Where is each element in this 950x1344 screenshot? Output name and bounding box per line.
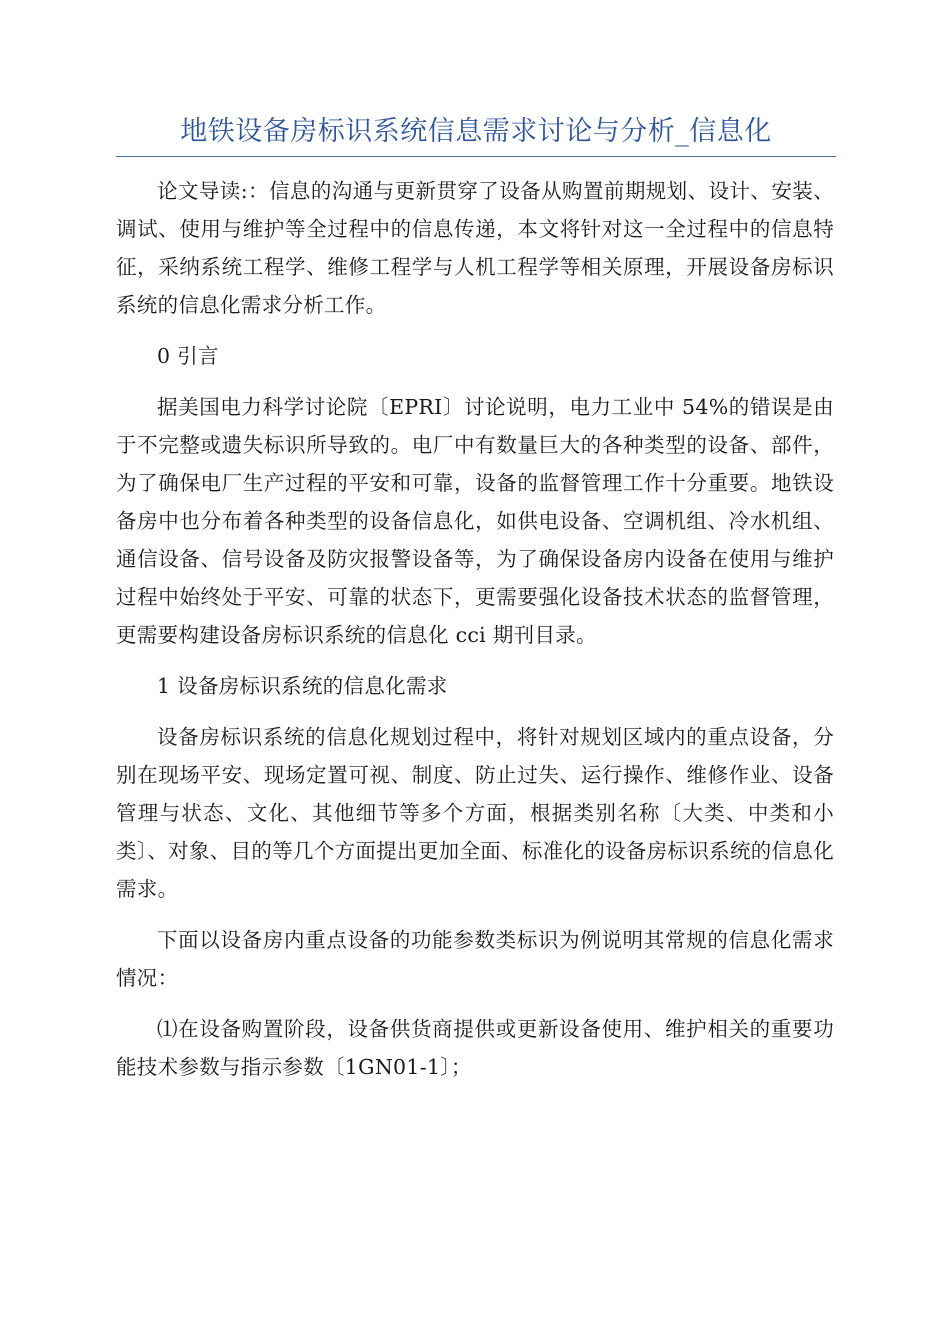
document-body [116,172,834,1099]
example-intro-paragraph: 下面以设备房内重点设备的功能参数类标识为例说明其常规的信息化需求情况： [116,928,834,990]
title-block [116,112,836,157]
intro-paragraph: 据美国电力科学讨论院〔EPRI〕讨论说明，电力工业中 54%的错误是由于不完整或遗失标识所导致的。电厂中有数量巨大的各种类型的设备、部件，为了确保电厂生产过程的平安和可靠，设备的监督管理工作十分重要。地铁设备房中也分布着各种类型的设备信息化，如供电设备、空调机组、冷水机组、通信设备、信号设备及防灾报警设备等，为了确保设备房内设备在使用与维护过程中始终处于平安、可靠的状态下，更需要强化设备技术状态的监督管理，更需要构建设备房标识系统的信息化 cci 期刊目录。 [116,395,834,647]
abstract-paragraph: 论文导读:：信息的沟通与更新贯穿了设备从购置前期规划、设计、安装、调试、使用与维护等全过程中的信息传递，本文将针对这一全过程中的信息特征，采纳系统工程学、维修工程学与人机工程学等相关原理，开展设备房标识系统的信息化需求分析工作。 [116,179,834,317]
section-1-paragraph: 设备房标识系统的信息化规划过程中，将针对规划区域内的重点设备，分别在现场平安、现场定置可视、制度、防止过失、运行操作、维修作业、设备管理与状态、文化、其他细节等多个方面，根据类别名称〔大类、中类和小类〕、对象、目的等几个方面提出更加全面、标准化的设备房标识系统的信息化需求。 [116,725,834,901]
document-title: 地铁设备房标识系统信息需求讨论与分析_信息化 [180,116,772,147]
list-item-1: ⑴在设备购置阶段，设备供货商提供或更新设备使用、维护相关的重要功能技术参数与指示参数〔1GN01-1〕； [116,1017,834,1079]
section-heading-1: 1 设备房标识系统的信息化需求 [157,674,448,698]
section-heading-intro: 0 引言 [157,344,219,368]
